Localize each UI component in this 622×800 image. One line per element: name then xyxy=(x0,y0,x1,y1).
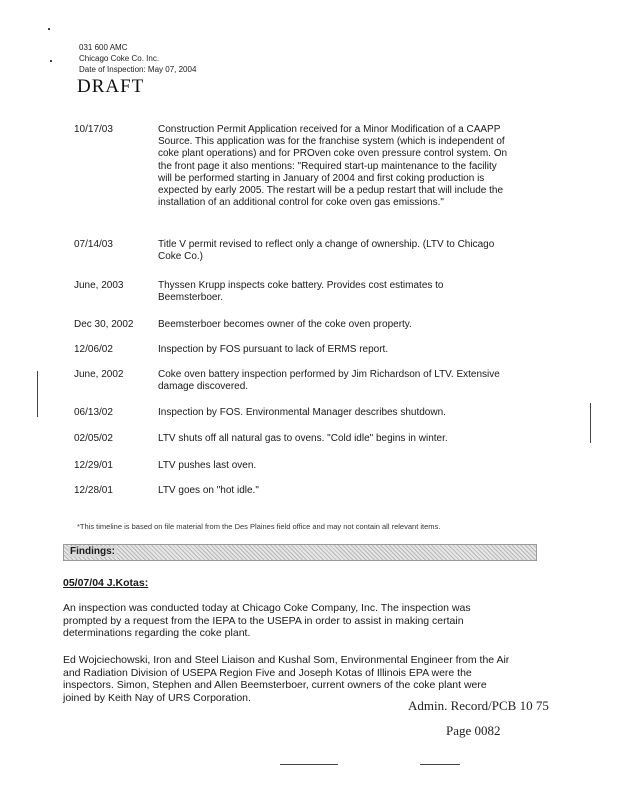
timeline-date: Dec 30, 2002 xyxy=(74,319,134,330)
timeline-date: 12/29/01 xyxy=(74,460,113,471)
timeline-footnote: *This timeline is based on file material from the Des Plaines field office and may not contain all relevant items. xyxy=(77,522,441,531)
timeline-text: LTV goes on "hot idle." xyxy=(158,485,259,496)
findings-label: Findings: xyxy=(70,546,115,557)
timeline-date: 10/17/03 xyxy=(74,124,113,135)
timeline-text: Beemsterboer becomes owner of the coke oven property. xyxy=(158,319,412,330)
paragraph-inspectors: Ed Wojciechowski, Iron and Steel Liaison and Kushal Som, Environmental Engineer from the Air and Radiation Division of USEPA Region Five and Joseph Kotas of Illinois EPA were the inspectors. Simon, Stephen and Allen Beemsterboer, current owners of the coke plant were joined by Keith Nay of URS Corporation. xyxy=(63,654,510,704)
header-inspection-date: Date of Inspection: May 07, 2004 xyxy=(79,65,197,74)
timeline-date: June, 2003 xyxy=(74,280,124,291)
timeline-date: 12/28/01 xyxy=(74,485,113,496)
timeline-text: Coke oven battery inspection performed by Jim Richardson of LTV. Extensive damage discovered. xyxy=(158,369,500,393)
timeline-date: 07/14/03 xyxy=(74,239,113,250)
header-file-number: 031 600 AMC xyxy=(79,43,128,52)
timeline-text: Inspection by FOS pursuant to lack of ERMS report. xyxy=(158,344,389,355)
timeline-date: 06/13/02 xyxy=(74,407,113,418)
scan-edge-mark xyxy=(37,371,38,417)
timeline-date: 02/05/02 xyxy=(74,433,113,444)
timeline-text: LTV shuts off all natural gas to ovens. "Cold idle" begins in winter. xyxy=(158,433,448,444)
findings-bar xyxy=(63,544,537,561)
scan-edge-mark xyxy=(420,764,460,765)
timeline-text: Thyssen Krupp inspects coke battery. Provides cost estimates to Beemsterboer. xyxy=(158,280,444,304)
scan-speck xyxy=(48,28,50,30)
scan-speck xyxy=(50,60,52,62)
paragraph-inspection: An inspection was conducted today at Chicago Coke Company, Inc. The inspection was prompted by a request from the IEPA to the USEPA in order to assist in making certain determinations regarding the coke plant. xyxy=(63,602,471,639)
scan-edge-mark xyxy=(590,403,591,443)
draft-label: DRAFT xyxy=(77,76,145,97)
timeline-text: Construction Permit Application received for a Minor Modification of a CAAPP Source. This application was for the franchise system (which is independent of coke plant operations) and for PROven coke oven pressure control system. On the front page it also mentions: "Required start-up maintenance to the facility will be performed starting in January of 2004 and first coking production is expected by early 2005. The restart will be a pedup restart that will include the installation of an additional control for coke oven gas emissions." xyxy=(158,124,508,209)
scan-edge-mark xyxy=(280,764,338,765)
admin-record-stamp: Admin. Record/PCB 10 75 xyxy=(408,698,549,713)
timeline-text: LTV pushes last oven. xyxy=(158,460,257,471)
timeline-text: Inspection by FOS. Environmental Manager describes shutdown. xyxy=(158,407,446,418)
timeline-date: 12/06/02 xyxy=(74,344,113,355)
inspection-subheading: 05/07/04 J.Kotas: xyxy=(63,577,149,589)
timeline-date: June, 2002 xyxy=(74,369,124,380)
header-company: Chicago Coke Co. Inc. xyxy=(79,54,160,63)
document-header xyxy=(79,42,196,75)
timeline-text: Title V permit revised to reflect only a change of ownership. (LTV to Chicago Coke Co.) xyxy=(158,239,495,263)
page-number-stamp: Page 0082 xyxy=(446,723,501,738)
